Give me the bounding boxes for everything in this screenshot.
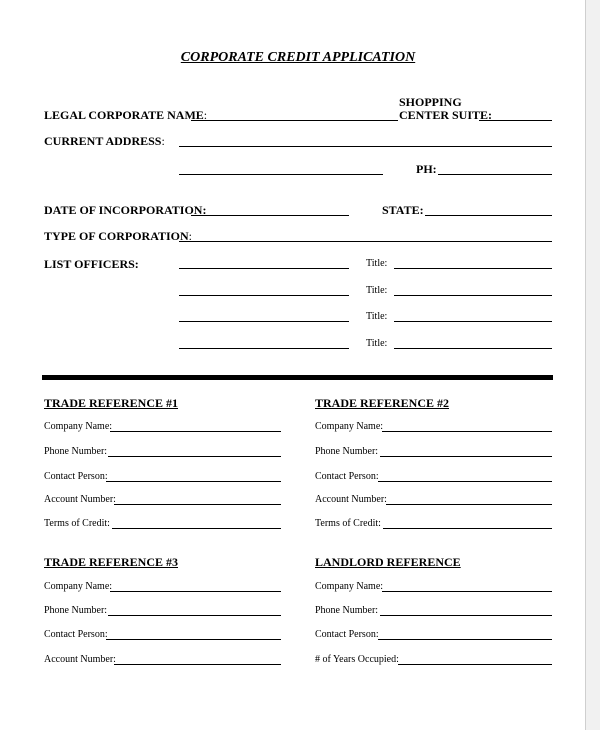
trade2-terms-line[interactable] bbox=[383, 528, 552, 529]
officer-name-line[interactable] bbox=[179, 268, 349, 269]
legal-name-label: LEGAL CORPORATE NAME: bbox=[44, 108, 208, 122]
trade2-phone-label: Phone Number: bbox=[315, 446, 379, 457]
officer-title-label: Title: bbox=[366, 258, 388, 269]
landlord-company-label: Company Name: bbox=[315, 581, 384, 592]
trade3-company-label: Company Name: bbox=[44, 581, 113, 592]
address-line-2[interactable] bbox=[179, 174, 383, 175]
trade2-contact-line[interactable] bbox=[378, 481, 552, 482]
legal-name-input-line[interactable] bbox=[191, 120, 398, 121]
date-incorporation-input-line[interactable] bbox=[191, 215, 349, 216]
trade3-contact-line[interactable] bbox=[106, 639, 281, 640]
type-corporation-label: TYPE OF CORPORATION: bbox=[44, 229, 193, 243]
landlord-contact-label: Contact Person: bbox=[315, 629, 379, 640]
trade3-phone-label: Phone Number: bbox=[44, 605, 108, 616]
landlord-company-line[interactable] bbox=[382, 591, 552, 592]
officer-title-line[interactable] bbox=[394, 295, 552, 296]
landlord-contact-line[interactable] bbox=[378, 639, 552, 640]
type-corporation-input-line[interactable] bbox=[179, 241, 552, 242]
trade2-account-label: Account Number: bbox=[315, 494, 387, 505]
trade3-phone-line[interactable] bbox=[108, 615, 281, 616]
trade1-terms-line[interactable] bbox=[112, 528, 281, 529]
trade2-account-line[interactable] bbox=[386, 504, 552, 505]
trade2-company-label: Company Name: bbox=[315, 421, 384, 432]
trade1-phone-label: Phone Number: bbox=[44, 446, 108, 457]
trade-reference-2-heading: TRADE REFERENCE #2 bbox=[315, 396, 450, 410]
scrollbar[interactable] bbox=[586, 0, 600, 730]
officer-name-line[interactable] bbox=[179, 295, 349, 296]
landlord-phone-line[interactable] bbox=[380, 615, 552, 616]
trade3-company-line[interactable] bbox=[110, 591, 281, 592]
trade1-company-line[interactable] bbox=[110, 431, 281, 432]
officer-title-label: Title: bbox=[366, 338, 388, 349]
phone-input-line[interactable] bbox=[438, 174, 552, 175]
phone-label: PH: bbox=[416, 162, 437, 176]
trade1-contact-label: Contact Person: bbox=[44, 471, 108, 482]
trade-reference-3-heading: TRADE REFERENCE #3 bbox=[44, 555, 179, 569]
page-title: CORPORATE CREDIT APPLICATION bbox=[180, 50, 416, 65]
officer-title-line[interactable] bbox=[394, 268, 552, 269]
landlord-phone-label: Phone Number: bbox=[315, 605, 379, 616]
landlord-reference-heading: LANDLORD REFERENCE bbox=[315, 555, 461, 569]
state-label: STATE: bbox=[382, 203, 424, 217]
trade1-phone-line[interactable] bbox=[108, 456, 281, 457]
trade2-phone-line[interactable] bbox=[380, 456, 552, 457]
section-divider bbox=[42, 375, 553, 380]
trade2-company-line[interactable] bbox=[382, 431, 552, 432]
trade3-account-line[interactable] bbox=[114, 664, 281, 665]
center-suite-label: CENTER SUITE: bbox=[399, 108, 493, 122]
current-address-label: CURRENT ADDRESS: bbox=[44, 134, 165, 148]
trade2-terms-label: Terms of Credit: bbox=[315, 518, 381, 529]
date-incorporation-label: DATE OF INCORPORATION: bbox=[44, 203, 207, 217]
trade1-terms-label: Terms of Credit: bbox=[44, 518, 110, 529]
officer-title-label: Title: bbox=[366, 311, 388, 322]
trade2-contact-label: Contact Person: bbox=[315, 471, 379, 482]
officer-title-line[interactable] bbox=[394, 321, 552, 322]
state-input-line[interactable] bbox=[425, 215, 552, 216]
address-line-1[interactable] bbox=[179, 146, 552, 147]
officer-title-line[interactable] bbox=[394, 348, 552, 349]
trade3-account-label: Account Number: bbox=[44, 654, 116, 665]
trade1-contact-line[interactable] bbox=[106, 481, 281, 482]
officer-name-line[interactable] bbox=[179, 321, 349, 322]
trade1-company-label: Company Name: bbox=[44, 421, 113, 432]
trade1-account-label: Account Number: bbox=[44, 494, 116, 505]
trade1-account-line[interactable] bbox=[114, 504, 281, 505]
trade-reference-1-heading: TRADE REFERENCE #1 bbox=[44, 396, 179, 410]
shopping-label: SHOPPING bbox=[399, 95, 462, 109]
list-officers-label: LIST OFFICERS: bbox=[44, 257, 139, 271]
officer-title-label: Title: bbox=[366, 285, 388, 296]
officer-name-line[interactable] bbox=[179, 348, 349, 349]
center-suite-input-line[interactable] bbox=[479, 120, 552, 121]
landlord-years-label: # of Years Occupied: bbox=[315, 654, 399, 665]
landlord-years-line[interactable] bbox=[398, 664, 552, 665]
trade3-contact-label: Contact Person: bbox=[44, 629, 108, 640]
